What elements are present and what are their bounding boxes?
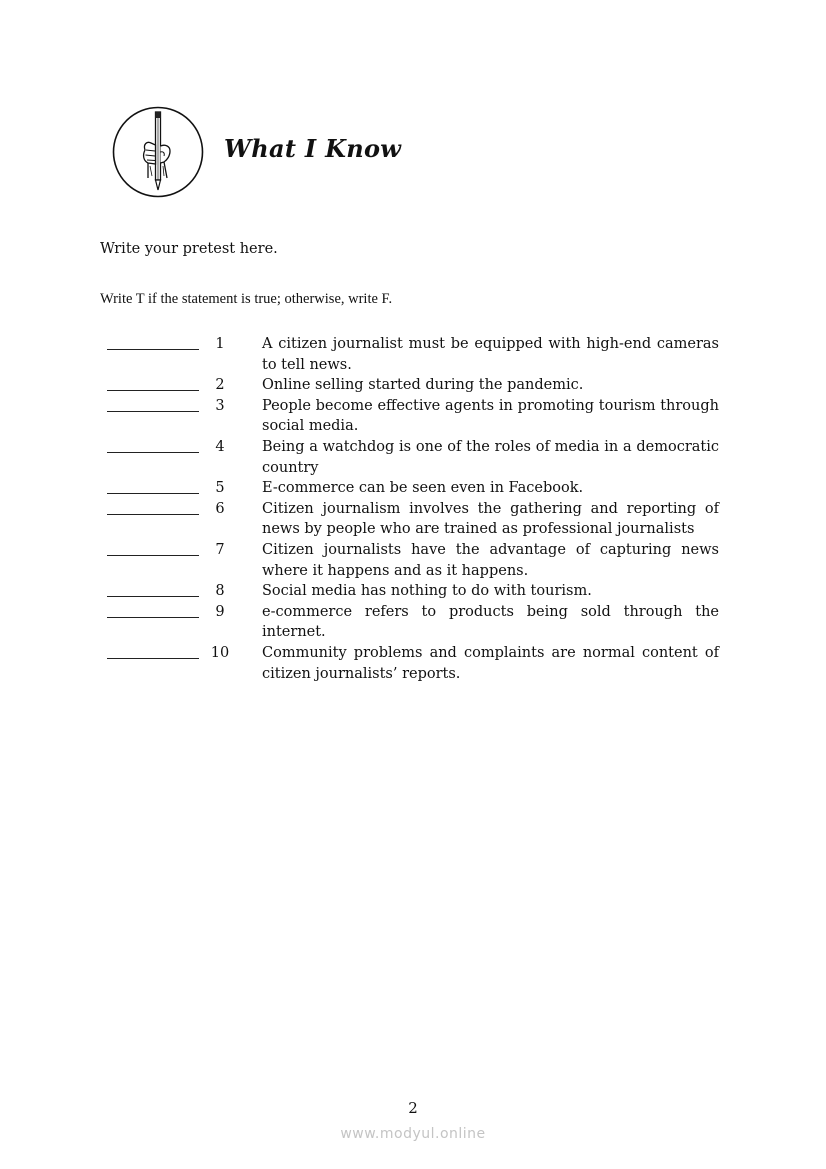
question-number: 4 — [215, 438, 225, 455]
answer-blank-3[interactable] — [107, 396, 199, 412]
answer-blank-1[interactable] — [107, 334, 199, 350]
question-row-10 — [107, 643, 719, 684]
question-row-5 — [107, 478, 719, 499]
question-list — [107, 334, 719, 684]
answer-blank-9[interactable] — [107, 602, 199, 618]
question-text: Citizen journalism involves the gathering and reporting of news by people who are trained as professional journalists — [262, 500, 719, 538]
question-text: Online selling started during the pandemic. — [262, 377, 584, 394]
watermark: www.modyul.online — [340, 1126, 486, 1142]
hand-holding-pencil-icon — [112, 106, 204, 198]
question-number: 5 — [215, 480, 225, 497]
question-number: 7 — [215, 541, 225, 558]
question-text: Community problems and complaints are normal content of citizen journalists’ reports. — [262, 644, 719, 682]
question-number: 1 — [215, 336, 225, 352]
instructions-text: Write T if the statement is true; otherwise, write F. — [100, 291, 393, 307]
question-text: People become effective agents in promoting tourism through social media. — [262, 397, 719, 435]
question-row-4 — [107, 437, 719, 478]
question-number: 10 — [210, 644, 230, 661]
question-text: Citizen journalists have the advantage of capturing news where it happens and as it happens. — [262, 541, 719, 579]
question-row-1 — [107, 334, 719, 375]
answer-blank-10[interactable] — [107, 643, 199, 659]
question-text: Being a watchdog is one of the roles of media in a democratic country — [262, 438, 719, 476]
question-row-9 — [107, 602, 719, 643]
question-number: 3 — [215, 397, 225, 414]
question-number: 2 — [215, 377, 225, 394]
question-number: 6 — [215, 500, 225, 517]
answer-blank-4[interactable] — [107, 437, 199, 453]
answer-blank-2[interactable] — [107, 375, 199, 391]
answer-blank-8[interactable] — [107, 581, 199, 597]
question-text: e-commerce refers to products being sold through the internet. — [262, 603, 719, 641]
question-row-6 — [107, 499, 719, 540]
question-row-7 — [107, 540, 719, 581]
question-row-8 — [107, 581, 719, 602]
question-text: E-commerce can be seen even in Facebook. — [262, 480, 584, 497]
question-row-3 — [107, 396, 719, 437]
question-number: 8 — [215, 583, 225, 600]
question-row-2 — [107, 375, 719, 396]
intro-text: Write your pretest here. — [100, 241, 278, 257]
answer-blank-7[interactable] — [107, 540, 199, 556]
question-number: 9 — [215, 603, 225, 620]
question-text: Social media has nothing to do with tourism. — [262, 583, 592, 600]
page-title: What I Know — [224, 134, 402, 163]
answer-blank-5[interactable] — [107, 478, 199, 494]
page-number: 2 — [408, 1099, 418, 1117]
question-text: A citizen journalist must be equipped with high-end cameras to tell news. — [262, 336, 719, 373]
answer-blank-6[interactable] — [107, 499, 199, 515]
